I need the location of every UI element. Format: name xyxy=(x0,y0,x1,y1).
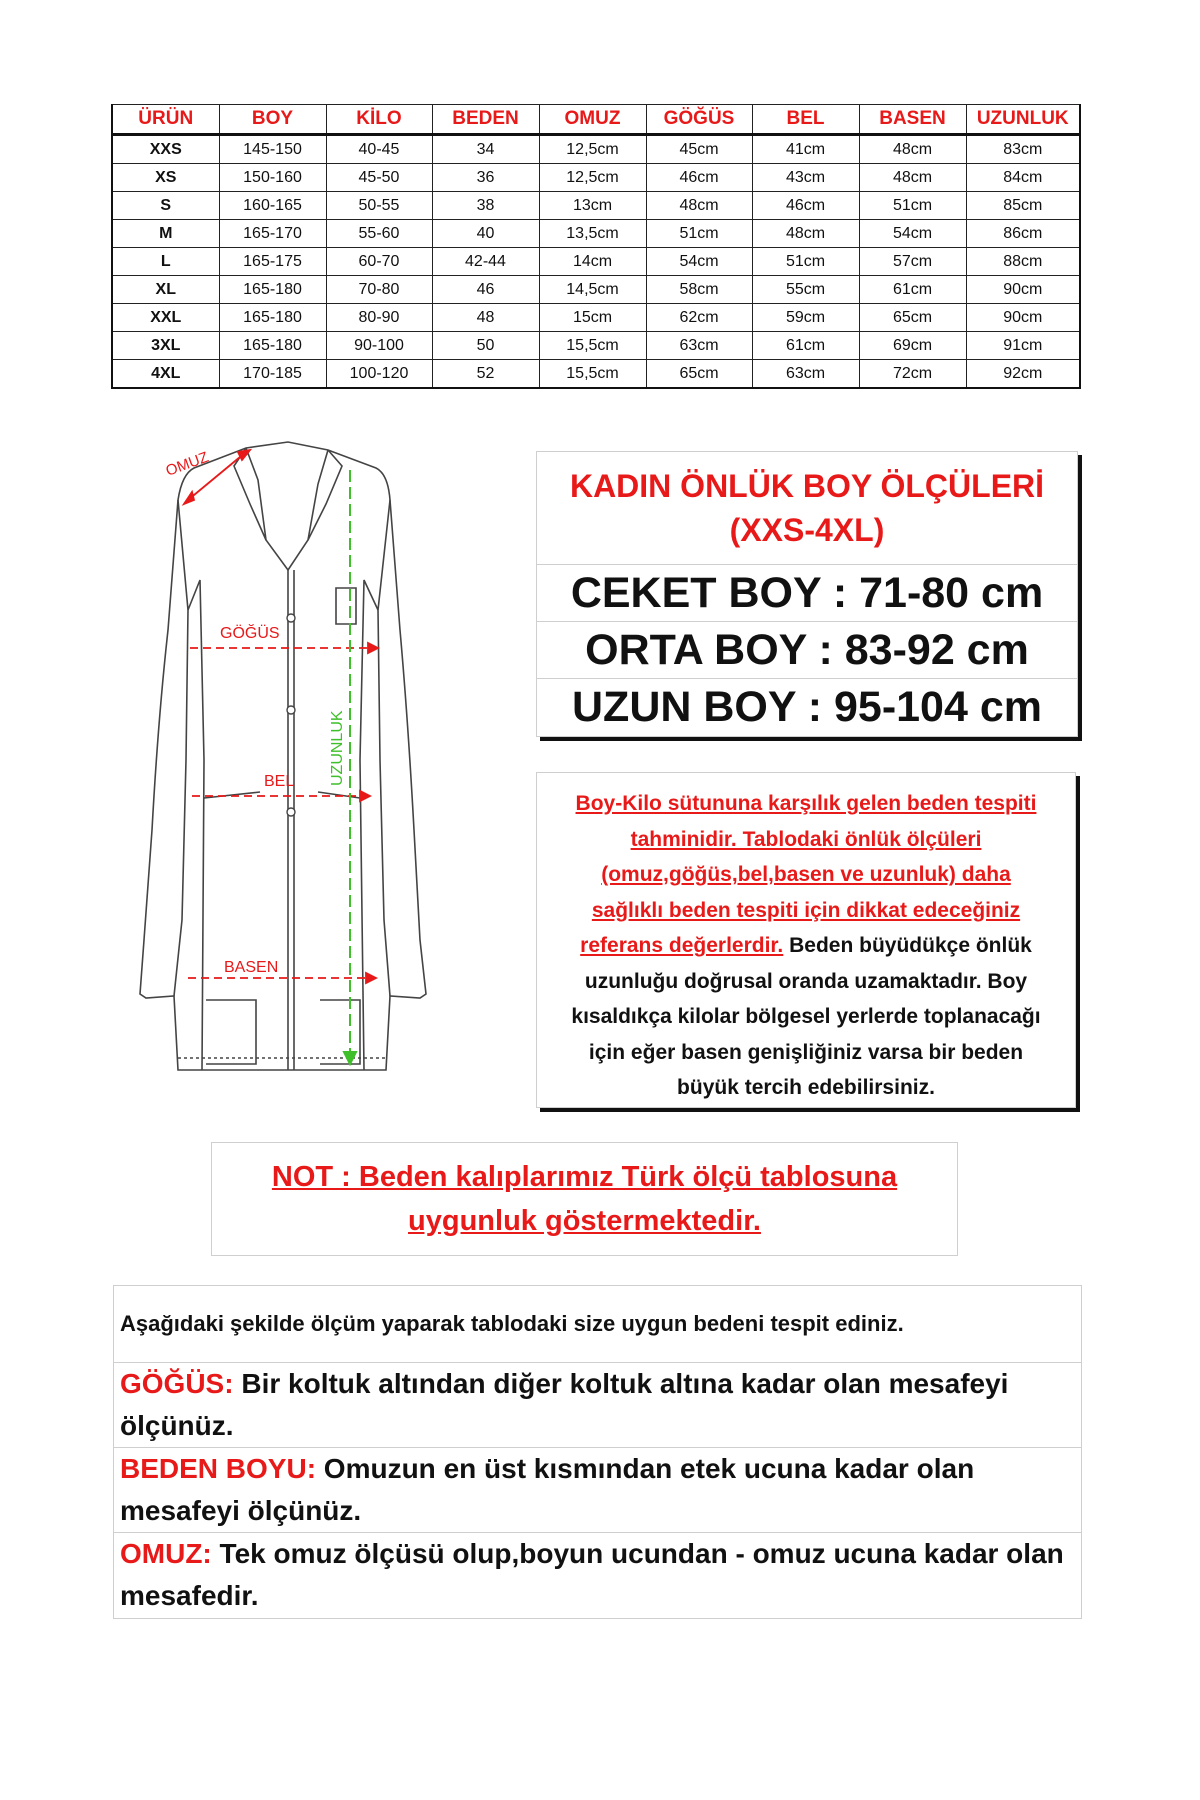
table-cell: 51cm xyxy=(859,192,966,220)
instruction-beden-boyu xyxy=(114,1448,1081,1533)
table-cell: 55-60 xyxy=(326,220,432,248)
table-cell: 50-55 xyxy=(326,192,432,220)
table-cell: 165-180 xyxy=(219,276,326,304)
table-cell: 61cm xyxy=(859,276,966,304)
length-title-line-1: KADIN ÖNLÜK BOY ÖLÇÜLERİ xyxy=(569,468,1045,504)
table-cell: 80-90 xyxy=(326,304,432,332)
instruction-omuz xyxy=(114,1533,1081,1618)
table-cell: 61cm xyxy=(752,332,859,360)
instruction-label: OMUZ: xyxy=(120,1538,212,1569)
disclaimer-line: (omuz,göğüs,bel,basen ve uzunluk) daha xyxy=(601,863,1011,886)
lab-coat-illustration xyxy=(138,440,508,1100)
table-cell: 85cm xyxy=(966,192,1080,220)
orta-boy-row: ORTA BOY : 83-92 cm xyxy=(537,622,1077,679)
table-cell: 90cm xyxy=(966,304,1080,332)
table-cell: 12,5cm xyxy=(539,135,646,164)
table-row xyxy=(112,192,1080,220)
instruction-label: BEDEN BOYU: xyxy=(120,1453,317,1484)
table-cell: 51cm xyxy=(646,220,752,248)
size-cell: L xyxy=(112,248,219,276)
table-cell: 14cm xyxy=(539,248,646,276)
table-cell: 55cm xyxy=(752,276,859,304)
length-info-box xyxy=(536,451,1078,737)
table-cell: 36 xyxy=(432,164,539,192)
uzun-boy-row: UZUN BOY : 95-104 cm xyxy=(572,682,1042,731)
disclaimer-line: Boy-Kilo sütununa karşılık gelen beden tespiti xyxy=(575,792,1037,815)
table-cell: 45-50 xyxy=(326,164,432,192)
gogus-label: GÖĞÜS xyxy=(220,625,280,642)
table-cell: 150-160 xyxy=(219,164,326,192)
size-cell: 3XL xyxy=(112,332,219,360)
table-cell: 58cm xyxy=(646,276,752,304)
table-cell: 90-100 xyxy=(326,332,432,360)
instruction-text: Bir koltuk altından diğer koltuk altına kadar olan mesafeyi ölçünüz. xyxy=(120,1368,1009,1441)
table-cell: 145-150 xyxy=(219,135,326,164)
table-cell: 48cm xyxy=(859,164,966,192)
coat-outline xyxy=(140,442,426,1070)
column-header: ÜRÜN xyxy=(112,105,219,135)
table-row xyxy=(112,304,1080,332)
table-cell: 14,5cm xyxy=(539,276,646,304)
table-cell: 46cm xyxy=(646,164,752,192)
disclaimer-line: sağlıklı beden tespiti için dikkat edeceğiniz xyxy=(591,898,1021,922)
table-cell: 165-180 xyxy=(219,304,326,332)
table-cell: 86cm xyxy=(966,220,1080,248)
table-cell: 38 xyxy=(432,192,539,220)
table-cell: 62cm xyxy=(646,304,752,332)
size-cell: XS xyxy=(112,164,219,192)
table-cell: 100-120 xyxy=(326,360,432,389)
length-box-title xyxy=(537,452,1077,565)
table-row xyxy=(112,135,1080,164)
table-cell: 57cm xyxy=(859,248,966,276)
table-cell: 165-170 xyxy=(219,220,326,248)
advice-line: uzunluğu doğrusal oranda uzamaktadır. Boy xyxy=(584,969,1028,993)
table-cell: 42-44 xyxy=(432,248,539,276)
advice-line: büyük tercih edebilirsiniz. xyxy=(677,1076,935,1099)
size-cell: S xyxy=(112,192,219,220)
size-table-header-row xyxy=(112,105,1080,135)
uzunluk-label: UZUNLUK xyxy=(329,710,346,786)
advice-line: Beden büyüdükçe önlük xyxy=(789,934,1032,957)
size-cell: XXS xyxy=(112,135,219,164)
measurement-instructions xyxy=(113,1285,1082,1619)
table-cell: 12,5cm xyxy=(539,164,646,192)
table-cell: 52 xyxy=(432,360,539,389)
size-cell: M xyxy=(112,220,219,248)
table-cell: 63cm xyxy=(646,332,752,360)
table-cell: 92cm xyxy=(966,360,1080,389)
table-cell: 15cm xyxy=(539,304,646,332)
table-cell: 160-165 xyxy=(219,192,326,220)
size-chart-table xyxy=(111,104,1081,389)
table-cell: 50 xyxy=(432,332,539,360)
column-header: KİLO xyxy=(326,105,432,135)
table-cell: 15,5cm xyxy=(539,360,646,389)
table-cell: 54cm xyxy=(859,220,966,248)
table-cell: 65cm xyxy=(859,304,966,332)
table-cell: 59cm xyxy=(752,304,859,332)
table-cell: 48cm xyxy=(859,135,966,164)
column-header: GÖĞÜS xyxy=(646,105,752,135)
table-cell: 65cm xyxy=(646,360,752,389)
instructions-intro: Aşağıdaki şekilde ölçüm yaparak tablodaki size uygun bedeni tespit ediniz. xyxy=(114,1286,1081,1363)
table-cell: 69cm xyxy=(859,332,966,360)
disclaimer-mixed-line xyxy=(545,928,1067,964)
size-cell: XXL xyxy=(112,304,219,332)
table-cell: 45cm xyxy=(646,135,752,164)
advice-line: kısaldıkça kilolar bölgesel yerlerde toplanacağı xyxy=(571,1005,1041,1028)
table-cell: 48 xyxy=(432,304,539,332)
column-header: BASEN xyxy=(859,105,966,135)
table-cell: 90cm xyxy=(966,276,1080,304)
column-header: OMUZ xyxy=(539,105,646,135)
table-row xyxy=(112,164,1080,192)
sizing-disclaimer-box xyxy=(536,772,1076,1108)
table-cell: 60-70 xyxy=(326,248,432,276)
instruction-label: GÖĞÜS: xyxy=(120,1368,234,1399)
table-cell: 83cm xyxy=(966,135,1080,164)
table-cell: 13cm xyxy=(539,192,646,220)
instruction-text: Omuzun en üst kısmından etek ucuna kadar olan mesafeyi ölçünüz. xyxy=(120,1453,975,1526)
disclaimer-line: tahminidir. Tablodaki önlük ölçüleri xyxy=(630,827,982,851)
table-cell: 43cm xyxy=(752,164,859,192)
measurement-lines xyxy=(184,450,378,983)
note-box xyxy=(211,1142,958,1256)
table-row xyxy=(112,360,1080,389)
size-cell: 4XL xyxy=(112,360,219,389)
table-cell: 170-185 xyxy=(219,360,326,389)
table-cell: 15,5cm xyxy=(539,332,646,360)
table-cell: 91cm xyxy=(966,332,1080,360)
table-cell: 70-80 xyxy=(326,276,432,304)
ceket-boy-row: CEKET BOY : 71-80 cm xyxy=(537,565,1077,622)
table-cell: 51cm xyxy=(752,248,859,276)
table-cell: 165-175 xyxy=(219,248,326,276)
table-row xyxy=(112,332,1080,360)
instruction-gogus xyxy=(114,1363,1081,1448)
table-row xyxy=(112,248,1080,276)
table-row xyxy=(112,276,1080,304)
column-header: BOY xyxy=(219,105,326,135)
advice-line: için eğer basen genişliğiniz varsa bir beden xyxy=(588,1040,1024,1064)
column-header: UZUNLUK xyxy=(966,105,1080,135)
table-cell: 54cm xyxy=(646,248,752,276)
table-cell: 48cm xyxy=(752,220,859,248)
table-cell: 40 xyxy=(432,220,539,248)
note-line-1: NOT : Beden kalıplarımız Türk ölçü tablosuna xyxy=(271,1161,898,1193)
table-cell: 165-180 xyxy=(219,332,326,360)
table-cell: 48cm xyxy=(646,192,752,220)
column-header: BEDEN xyxy=(432,105,539,135)
size-cell: XL xyxy=(112,276,219,304)
note-line-2: uygunluk göstermektedir. xyxy=(408,1205,761,1237)
size-table-body xyxy=(112,135,1080,389)
column-header: BEL xyxy=(752,105,859,135)
table-cell: 41cm xyxy=(752,135,859,164)
table-cell: 88cm xyxy=(966,248,1080,276)
basen-label: BASEN xyxy=(224,959,279,976)
omuz-label: OMUZ xyxy=(163,448,211,480)
instruction-text: Tek omuz ölçüsü olup,boyun ucundan - omuz ucuna kadar olan mesafedir. xyxy=(120,1538,1064,1611)
table-cell: 46cm xyxy=(752,192,859,220)
disclaimer-line: referans değerlerdir. xyxy=(580,934,784,957)
length-title-line-2: (XXS-4XL) xyxy=(729,512,885,548)
table-cell: 40-45 xyxy=(326,135,432,164)
table-cell: 84cm xyxy=(966,164,1080,192)
table-cell: 72cm xyxy=(859,360,966,389)
bel-label: BEL xyxy=(264,773,295,790)
table-cell: 34 xyxy=(432,135,539,164)
table-cell: 46 xyxy=(432,276,539,304)
table-row xyxy=(112,220,1080,248)
table-cell: 13,5cm xyxy=(539,220,646,248)
table-cell: 63cm xyxy=(752,360,859,389)
